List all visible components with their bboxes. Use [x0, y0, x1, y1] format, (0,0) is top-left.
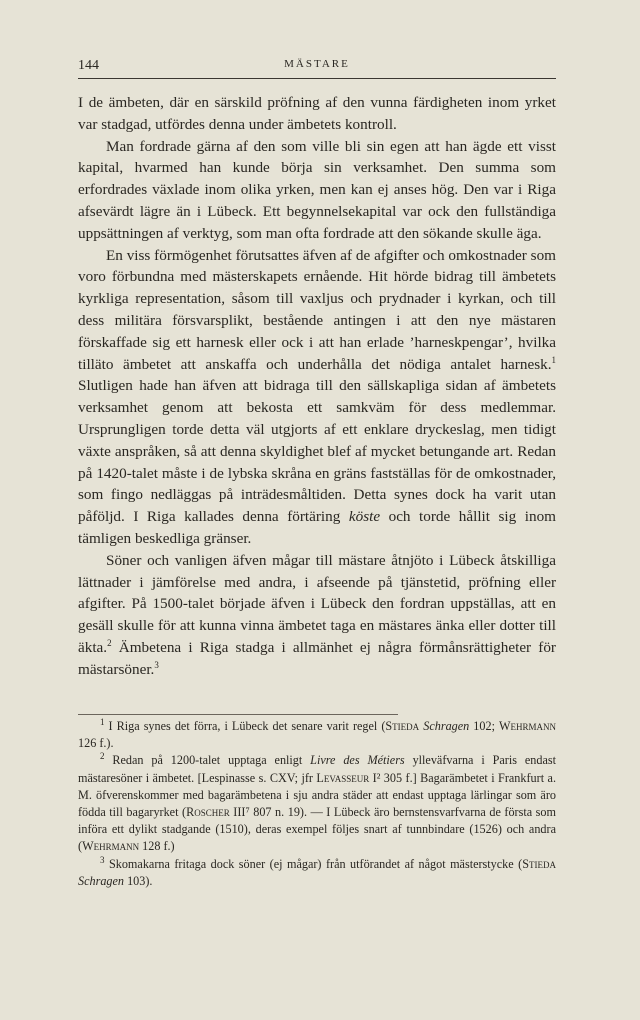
footnote-text: Skomakarna fritaga dock söner (ej mågar) från utförandet af något mästerstycke (: [108, 856, 523, 871]
paragraph: Söner och vanligen äfven mågar till mästare åtnjöto i Lübeck åtskilliga lättnader i jämförelse med andra, i afseende på tjänstetid, pröfning eller afgifter. På 1500-talet började äfven i Lübeck den fordran uppställas, att en gesäll skulle för att kunna vinna ämbetet taga en mästares änka eller dotter till äkta.$^2$ Ämbetena i Riga stadga i allmänhet ej några förmånsrättigheter för mästarsöner.$^3$: [78, 551, 556, 678]
footnote-text: Wehrmann: [82, 839, 140, 854]
footnote-text: 102;: [469, 719, 500, 733]
paragraph: En viss förmögenhet förutsattes äfven af de afgifter och omkostnader som voro förbundna med mästerskapets ernående. Hit hörde bidrag till ämbetets kyrkliga representation, såsom till vaxljus och prydnader i kyrkan, och till dess militära försvarsplikt, bestående antingen i att den nye mästaren förskaffade sig ett harnesk eller ock i att han erlade ’harneskpengar’, hvilka tilläto ämbetet att anskaffa och underhålla det nödiga antalet harnesk.$^1$ Slutligen hade han äfven att bidraga till den sällskapliga sidan af ämbetets verksamhet genom att bekosta ett samkväm för dess medlemmar. Ursprungligen torde detta väl utgjorts af ett enklare dryckeslag, men tidigt växte anspråken, så att denna skyldighet blef af mycket betungande art. Redan på 1420-talet måste i de lybska skråna en gräns fastställas för de omkostnader, som fingo nedläggas på inträdesmåltiden. Detta synes dock ha varit utan påföljd. I Riga kallades denna förtäring köste och torde hållit sig inom tämligen beskedliga gränser.: [78, 246, 556, 547]
footnote-text: I² 305 f.] Bagarämbetet i Frankfurt a. M. öfverenskommer med bagarämbetena i sju andra städer att endast upptaga lärlingar som äro födda till bagaryrket (: [78, 770, 556, 820]
footnote-mark: 2: [100, 751, 105, 762]
footnote-text: III⁷ 807 n. 19). — I Lübeck äro bernstensvarfvarna de första som införa ett dylikt stadgande (1510), deras exempel följes snart af tunnbindare (1526) och andra (: [78, 805, 556, 854]
footnote-text: I Riga synes det förra, i Lübeck det senare varit regel (: [108, 719, 386, 733]
footnote-text: s. CXV; jfr: [255, 770, 317, 785]
footnote-text: 126 f.).: [78, 736, 114, 751]
footnote-text: Stieda: [385, 719, 420, 733]
footnote-ref: 2: [107, 637, 112, 648]
footnote-ref: 3: [154, 659, 159, 670]
footnote-text: Roscher: [186, 805, 230, 820]
main-text: [78, 92, 556, 681]
paragraph: I de ämbeten, där en särskild pröfning af den vunna färdigheten inom yrket var stadgad, utfördes denna under ämbetets kontroll.: [78, 94, 556, 133]
page-number: 144: [78, 58, 99, 73]
footnote-text: 103).: [124, 873, 153, 888]
footnote-mark: 3: [100, 854, 105, 865]
page-header: [78, 56, 556, 74]
footnote-text: Livre des Métiers: [310, 753, 405, 768]
running-title: MÄSTARE: [284, 58, 350, 70]
footnote: [78, 718, 556, 752]
footnote-ref: 1: [551, 354, 556, 365]
header-rule: [78, 78, 556, 79]
footnote-text: 128 f.): [139, 839, 175, 854]
footnote-text: Stieda: [522, 856, 556, 871]
footnote-text: Levasseur: [316, 770, 370, 785]
footnote-text: Schragen: [423, 719, 470, 733]
footnotes: [78, 718, 556, 890]
footnote-mark: 1: [100, 716, 105, 727]
italic-term: köste: [348, 508, 381, 526]
footnote: [78, 856, 556, 890]
footnote-text: Redan på 1200-talet upptaga enligt: [112, 753, 311, 768]
footnote-text: Wehrmann: [499, 719, 557, 733]
footnote-text: Schragen: [78, 873, 125, 888]
paragraph: Man fordrade gärna af den som ville bli sin egen att han ägde ett visst kapital, hvarmed han kunde börja sin verksamhet. Den summa som erfordrades växlade inom olika yrken, men kan ej anses hög. Den var i Riga afsevärdt lägre än i Lübeck. Ett begynnelsekapital var ock den fullständiga uppsättningen af verktyg, som man ofta fordrade att den sökande skulle äga.: [78, 137, 556, 242]
footnote-text: ylleväfvarna i Paris endast mästaresöner i ämbetet. [Lespinasse: [78, 753, 557, 785]
footnote-rule: [78, 714, 398, 717]
footnote: [78, 752, 556, 855]
